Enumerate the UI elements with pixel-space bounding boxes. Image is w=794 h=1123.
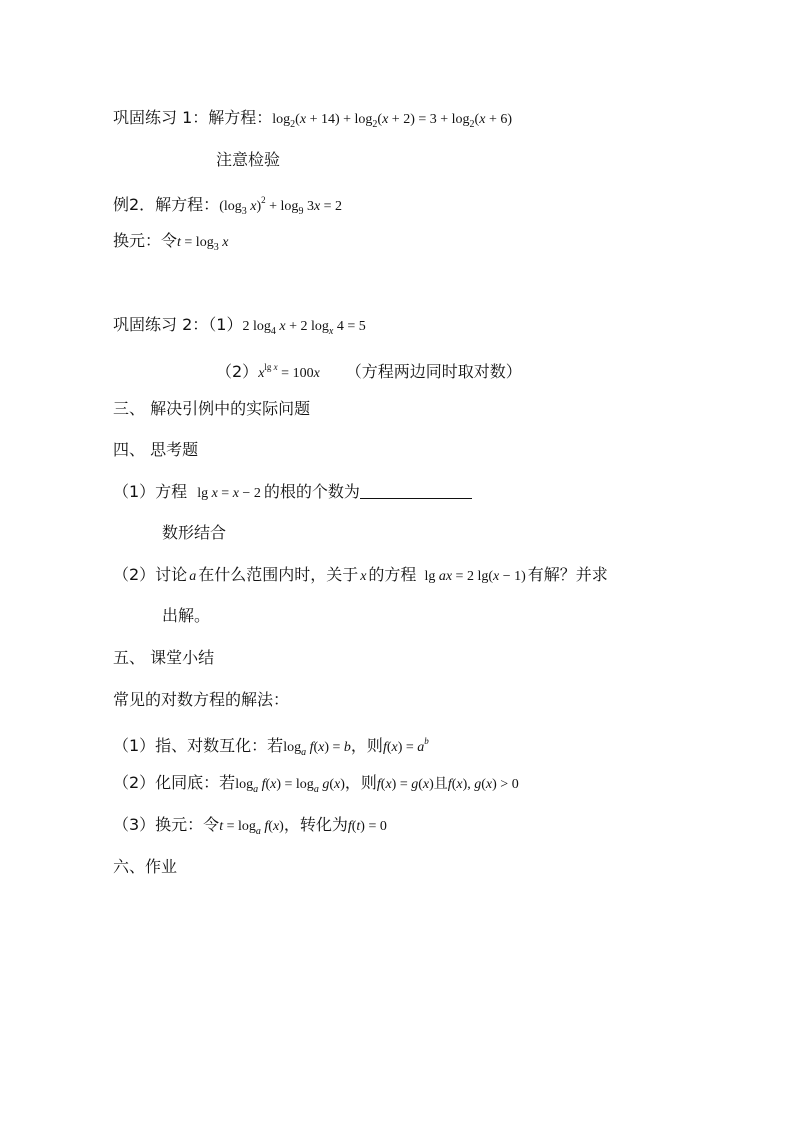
practice1-equation: $\log_2(x + 14) + \log_2(x + 2) = 3 + \log_2(x + 6)$ [272,112,512,130]
practice2-item1-label: （1） [208,315,243,334]
section-3-heading: 三、 解决引例中的实际问题 [113,399,311,418]
practice1-label: 巩固练习 1：解方程： [113,108,273,127]
think-q1-note: 数形结合 [162,523,227,542]
think-q1-suffix: 的根的个数为 [263,482,360,501]
summary-method-1 [113,731,429,763]
summary-m1-text-a: （1）指、对数互化：若 [113,736,284,755]
practice2-hint: （方程两边同时取对数） [345,362,522,381]
summary-m2-formula-b: f(x) = g(x)且f(x), g(x) > 0 [376,777,519,792]
section-6-heading: 六、作业 [113,857,178,876]
think-q2-part-c: 的方程 [368,565,417,584]
practice2-item2-label: （2） [216,362,259,381]
think-q2-continuation: 出解。 [162,606,211,625]
think-q2-part-a: （2）讨论 [113,565,188,584]
answer-blank[interactable] [360,482,472,499]
think-q1-equation: lg x = x − 2 [197,486,261,501]
think-q2-part-d: 有解？并求 [527,565,608,584]
summary-method-2 [113,773,519,800]
section-5-heading: 五、 课堂小结 [113,648,215,667]
example2-label: 例2．解方程： [113,195,220,214]
think-q2-equation: lg ax = 2 lg(x − 1) [424,569,526,584]
summary-m3-text-b: ，转化为 [283,815,348,834]
variable-x: x [360,569,367,584]
example2-line [113,190,342,222]
think-q2-line [113,565,608,587]
summary-m3-text-a: （3）换元：令 [113,815,220,834]
think-q2-part-b: 在什么范围内时，关于 [198,565,359,584]
practice2-label: 巩固练习 2： [113,315,209,334]
substitution-formula: $t = \log_3 x$ [177,235,229,253]
summary-m2-formula-a: $\log_a f(x) = \log_a g(x)$ [235,777,345,795]
practice2-line [113,315,366,342]
practice2-equation2: $x^{lg x} = 100x$ [258,362,320,381]
summary-method-3 [113,815,387,842]
substitution-label: 换元：令 [113,231,178,250]
practice2-equation1: 2 $\log_4 x + 2$ $\log_x 4 = 5$ [242,319,366,337]
summary-m1-formula-b: $f(x) = a^b$ [382,736,429,755]
example2-equation: ($\log_3$ $x)^2 + \log_9 3x = 2$ [219,195,343,217]
practice1-note: 注意检验 [216,150,281,169]
think-q1-line [113,482,472,504]
summary-m2-text-b: ，则 [344,773,377,792]
summary-m3-formula-a: $t = \log_a f(x)$ [219,819,284,837]
think-q1-prefix: （1）方程 [113,482,188,501]
practice2-item2-line [216,357,522,384]
summary-m3-formula-b: f(t) = 0 [347,819,387,834]
summary-m1-text-b: ，则 [350,736,383,755]
summary-intro: 常见的对数方程的解法： [113,690,290,709]
substitution-line [113,231,228,258]
summary-m1-formula-a: $\log_a f(x) = b$ [283,740,351,758]
summary-m2-text-a: （2）化同底：若 [113,773,236,792]
practice1-line [113,108,512,135]
variable-a: a [189,569,197,584]
section-4-heading: 四、 思考题 [113,440,199,459]
